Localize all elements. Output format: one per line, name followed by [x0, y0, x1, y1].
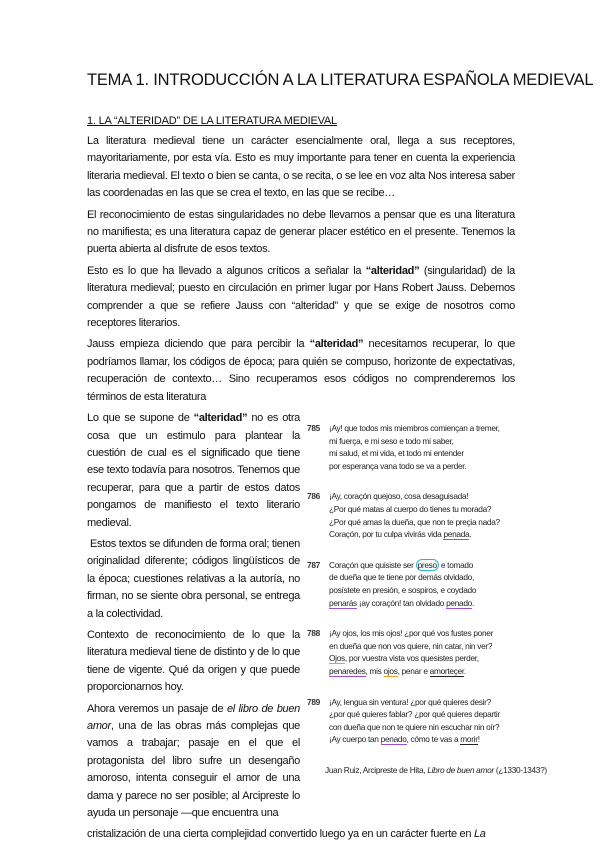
verse	[329, 652, 493, 665]
stanza-number: 787	[307, 559, 320, 570]
verse: ¡Ay, coraçón quejoso, cosa desaguisada!	[329, 491, 469, 502]
verse: ¿por qué quieres fablar? ¿por qué quieres departir	[329, 709, 500, 720]
verse: ¡Ay, lengua sin ventura! ¿por qué quieres desir?	[329, 696, 491, 707]
text: ¡ay coraçón! tan olvidado	[356, 597, 447, 608]
black-underline-annotation: morir	[460, 734, 478, 745]
page-title: TEMA 1. INTRODUCCIÓN A LA LITERATURA ESPAÑOLA MEDIEVAL	[87, 71, 594, 89]
two-column-section	[87, 410, 547, 826]
bold-term: “alteridad”	[309, 338, 364, 351]
text: Jauss empieza diciendo que para percibir la	[87, 338, 310, 351]
text: (singularidad) de la literatura medieval; puesto en circulación en primer lugar por Hans Robert Jauss. Debemos comprender a que se refiere Jauss con “alteridad” y que se exige de nosotros como receptores literarios.	[87, 264, 516, 330]
text: , cómo te vas a	[406, 734, 461, 745]
orange-underline-annotation: ojos	[383, 666, 398, 676]
poem-citation	[307, 764, 547, 777]
text: !	[477, 734, 480, 745]
text: cristalización de una cierta complejidad convertido luego ya en un carácter fuerte en	[87, 828, 474, 841]
paragraph-continuation	[87, 826, 515, 843]
text: .	[463, 666, 466, 676]
text: , penar e	[397, 666, 430, 676]
left-column	[87, 410, 300, 826]
section-heading: 1. LA “ALTERIDAD” DE LA LITERATURA MEDIEVAL	[87, 115, 337, 127]
verse: ¡Ay ojos, los mis ojos! ¿por qué vos fustes poner	[329, 628, 494, 639]
teal-circle-annotation: preso	[417, 559, 437, 570]
text: .	[472, 597, 475, 608]
text: Coraçón, por tu culpa vivirás vida	[329, 529, 444, 540]
stanza-number: 789	[307, 696, 320, 707]
paragraph: Estos textos se difunden de forma oral; tienen originalidad diferente; códigos lingüísticos de la época; cuestiones relativas a la autoría, no firman, no se siente obra personal, se entrega a la colectividad.	[87, 537, 300, 620]
paragraph	[87, 336, 515, 406]
stanza-785	[307, 422, 547, 472]
paragraph: La literatura medieval tiene un carácter esencialmente oral, llega a sus receptores, mayoritariamente, por esta vía. Esto es muy importante para tener en cuenta la experiencia literaria medieval. El texto o bien se canta, o se recita, o se lee en voz alta Nos interesa saber las coordenadas en las que se crea el texto, en las que se recibe…	[87, 135, 515, 200]
purple-underline-annotation: penaredes	[329, 666, 366, 676]
verse	[329, 597, 476, 610]
text: Lo que se supone de	[87, 412, 194, 425]
poem-excerpt	[307, 410, 547, 776]
stanza-787	[307, 559, 547, 609]
stanza-786	[307, 490, 547, 540]
text: Coraçón que quisiste ser	[329, 559, 416, 570]
bold-term: “alteridad”	[365, 264, 420, 277]
verse: mi salud, et mi vida, et todo mi entender	[329, 448, 464, 459]
paragraph: Contexto de reconocimiento de lo que la literatura medieval tiene de distinto y de lo que tiene de vigente. Qué da origen y que puede proporcionarnos hoy.	[87, 628, 300, 694]
document-body	[87, 133, 547, 864]
orange-underline-annotation: Ojos	[329, 653, 345, 664]
book-title: Libro de buen amor	[427, 764, 494, 775]
paragraph: El reconocimiento de estas singularidades no debe llevarnos a pensar que es una literatura no manifiesta; es una literatura capaz de generar placer estético en el presente. Tenemos la puerta abierta al disfrute de esos textos.	[87, 208, 515, 256]
bold-term: “alteridad”	[193, 412, 248, 425]
text: Ahora veremos un pasaje de	[87, 702, 227, 715]
verse	[329, 733, 500, 746]
verse: ¿Por qué matas al cuerpo do tienes tu morada?	[329, 504, 492, 515]
italic-text: La	[473, 828, 486, 841]
text: (¿1330-1343?)	[493, 764, 547, 775]
stanza-number: 785	[307, 423, 320, 434]
verse: ¡Ay! que todos mis miembros comiençan a tremer,	[329, 423, 500, 434]
verse	[329, 559, 476, 572]
book-title: el libro de buen amor	[87, 702, 300, 732]
text: , mis	[365, 666, 384, 676]
text: .	[469, 529, 472, 540]
text: ¡Ay cuerpo tan	[329, 734, 381, 745]
text: necesitamos recuperar, lo que podríamos llamar, los códigos de época; para quién se compuso, horizonte de expectativas, recuperación de contexto… Sino recuperamos esos códigos no comprenderemos los términos de esta literatura	[87, 338, 515, 403]
text: e tomado	[438, 559, 474, 570]
text: , una de las obras más complejas que vamos a trabajar; pasaje en el que el protagonista del libro sufre un desengaño amoroso, intenta conseguir el amor de una dama y parece no ser posible; al Arcipreste lo ayuda un personaje —que encuentra una	[87, 720, 300, 820]
stanza-788	[307, 627, 547, 677]
verse: posístete en presión, e sospiros, e coydado	[329, 585, 477, 596]
paragraph	[87, 701, 300, 823]
purple-underline-annotation: penado	[380, 734, 407, 745]
text: Juan Ruiz, Arcipreste de Hita,	[325, 764, 428, 775]
purple-underline-annotation: penado	[446, 597, 472, 608]
paragraph	[87, 410, 300, 532]
verse: en dueña que non vos quiere, nin catar, nin ver?	[329, 640, 493, 651]
verse: de dueña que te tiene por demás olvidado,	[329, 572, 474, 583]
verse	[329, 665, 493, 678]
stanza-789	[307, 696, 547, 746]
verse: con dueña que non te quiere nin escuchar nin oír?	[329, 721, 500, 732]
text: Esto es lo que ha llevado a algunos críticos a señalar la	[87, 264, 366, 277]
verse: mi fuerça, e mi seso e todo mi saber,	[329, 435, 454, 446]
verse: ¿Por qué amas la dueña, que non te preçia nada?	[329, 516, 500, 527]
text: no es otra cosa que un estimulo para plantear la cuestión de cual es el significado que tiene ese texto todavía para nosotros. Tenemos que recuperar, para que a partir de estos datos pongamos de manifiesto el texto literario medieval.	[87, 412, 300, 529]
verse: por esperança vana todo se va a perder.	[329, 460, 467, 471]
stanza-number: 788	[307, 628, 320, 639]
purple-underline-annotation: penada	[443, 529, 470, 540]
text: , por vuestra vista vos quesistes perder,	[344, 653, 479, 664]
paragraph	[87, 263, 515, 333]
purple-underline-annotation: penarás	[329, 597, 357, 608]
black-underline-annotation: amorteçer	[429, 666, 464, 676]
stanza-number: 786	[307, 491, 320, 502]
verse	[329, 528, 500, 541]
